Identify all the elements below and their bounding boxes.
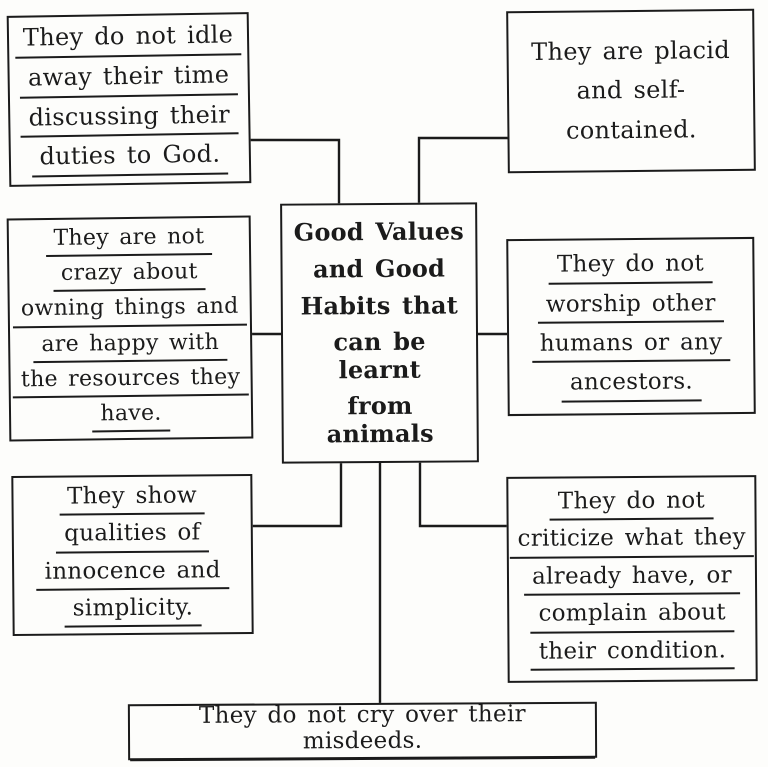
node-line: already have, or (524, 562, 740, 596)
connector-bottom-right (420, 462, 509, 526)
node-line: humans or any (532, 329, 731, 363)
node-center-topic (280, 202, 479, 463)
node-line: from animals (326, 391, 434, 449)
node-line: They do not idle (15, 22, 242, 59)
node-top-left (7, 12, 252, 187)
node-line: criticize what they (510, 524, 754, 558)
node-line: worship other (538, 290, 724, 324)
node-line: They show (59, 482, 205, 516)
node-mid-left (7, 216, 254, 442)
node-line: owning things and (13, 294, 247, 328)
node-line: the resources they (13, 364, 249, 398)
node-line: are happy with (33, 329, 227, 363)
node-mid-right (506, 237, 756, 416)
node-line: simplicity. (65, 594, 202, 628)
node-line: have. (92, 401, 170, 433)
node-top-right (506, 9, 756, 174)
connector-bottom-left (252, 462, 341, 526)
node-line: They do not cry over their misdeeds. (130, 700, 595, 761)
node-bottom-center (128, 702, 597, 760)
node-line: Good Values (293, 216, 464, 248)
node-line: innocence and (36, 557, 228, 591)
node-line: Habits that (300, 290, 459, 321)
node-line: crazy about (53, 259, 206, 292)
node-line: They are placid (531, 35, 731, 66)
node-line: duties to God. (31, 141, 228, 178)
node-line: ancestors. (562, 369, 701, 403)
node-bottom-left (11, 474, 253, 636)
node-line: discussing their (20, 101, 238, 138)
node-line: can be learnt (333, 326, 426, 385)
node-line: and Good (312, 253, 446, 284)
connector-top-right (419, 138, 508, 204)
node-line: their condition. (531, 637, 735, 671)
node-line: They are not (45, 224, 212, 257)
node-line: and self- (576, 75, 686, 105)
node-bottom-right (506, 475, 757, 683)
node-line: They do not (549, 250, 712, 284)
connector-top-left (249, 140, 339, 204)
node-line: They do not (550, 487, 713, 521)
node-line: away their time (20, 61, 238, 98)
node-line: complain about (530, 600, 734, 634)
node-line: qualities of (56, 519, 209, 553)
node-line: contained. (565, 115, 697, 145)
